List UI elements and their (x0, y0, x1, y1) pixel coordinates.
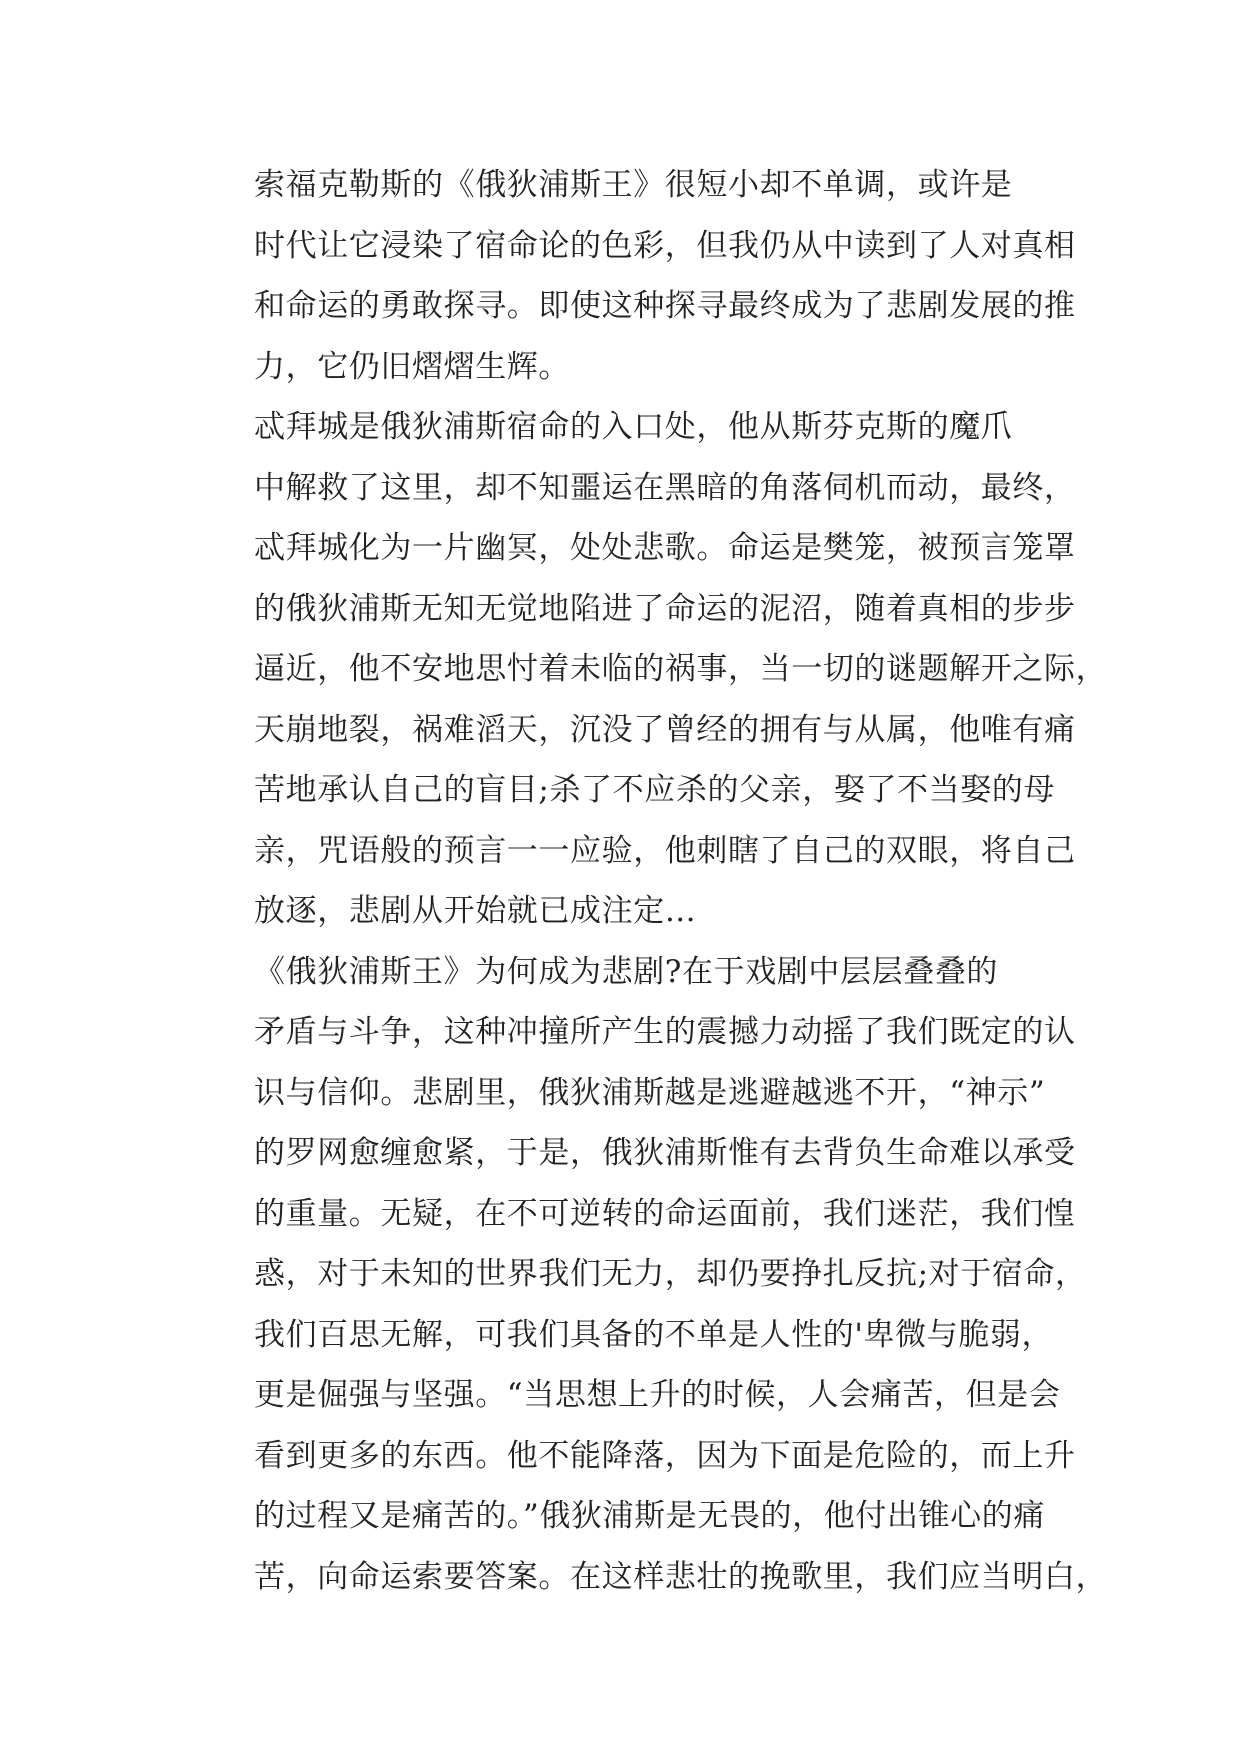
paragraph-1 (192, 155, 1076, 397)
text-line: 《俄狄浦斯王》为何成为悲剧?在于戏剧中层层叠叠的 (254, 953, 999, 990)
text-line: 惑，对于未知的世界我们无力，却仍要挣扎反抗;对于宿命， (254, 1256, 1087, 1292)
text-line: 看到更多的东西。他不能降落，因为下面是危险的，而上升 (254, 1437, 1076, 1474)
text-line: 更是倔强与坚强。“当思想上升的时候，人会痛苦，但是会 (254, 1377, 1061, 1413)
text-line: 矛盾与斗争，这种冲撞所产生的震撼力动摇了我们既定的认 (254, 1014, 1076, 1050)
paragraph-2 (192, 397, 1108, 942)
text-line: 索福克勒斯的《俄狄浦斯王》很短小却不单调，或许是 (254, 167, 1013, 203)
text-line: 亲，咒语般的预言一一应验，他刺瞎了自己的双眼，将自己 (254, 832, 1076, 869)
text-line: 的重量。无疑，在不可逆转的命运面前，我们迷茫，我们惶 (254, 1195, 1076, 1232)
text-line: 识与信仰。悲剧里，俄狄浦斯越是逃避越逃不开，“神示” (254, 1074, 1046, 1111)
text-line: 忒拜城化为一片幽冥，处处悲歌。命运是樊笼，被预言笼罩 (254, 530, 1076, 566)
text-line: 苦地承认自己的盲目;杀了不应杀的父亲，娶了不当娶的母 (254, 772, 1056, 808)
text-line: 的罗网愈缠愈紧，于是，俄狄浦斯惟有去背负生命难以承受 (254, 1135, 1076, 1171)
text-line: 的过程又是痛苦的。”俄狄浦斯是无畏的，他付出锥心的痛 (254, 1498, 1045, 1534)
text-line: 力，它仍旧熠熠生辉。 (254, 348, 570, 385)
text-line: 逼近，他不安地思忖着未临的祸事，当一切的谜题解开之际， (254, 651, 1108, 687)
text-line: 天崩地裂，祸难滔天，沉没了曾经的拥有与从属，他唯有痛 (254, 711, 1076, 748)
text-line: 时代让它浸染了宿命论的色彩，但我仍从中读到了人对真相 (254, 227, 1076, 264)
paragraph-3 (192, 942, 1108, 1608)
essay-body (192, 155, 1108, 1607)
text-line: 中解救了这里，却不知噩运在黑暗的角落伺机而动，最终， (254, 469, 1076, 506)
text-line: 的俄狄浦斯无知无觉地陷进了命运的泥沼，随着真相的步步 (254, 590, 1076, 627)
text-line: 我们百思无解，可我们具备的不单是人性的'卑微与脆弱， (254, 1316, 1054, 1353)
text-line: 和命运的勇敢探寻。即使这种探寻最终成为了悲剧发展的推 (254, 288, 1076, 324)
text-line: 苦，向命运索要答案。在这样悲壮的挽歌里，我们应当明白， (254, 1558, 1108, 1595)
text-line: 忒拜城是俄狄浦斯宿命的入口处，他从斯芬克斯的魔爪 (254, 409, 1013, 445)
text-line: 放逐，悲剧从开始就已成注定… (254, 893, 697, 929)
